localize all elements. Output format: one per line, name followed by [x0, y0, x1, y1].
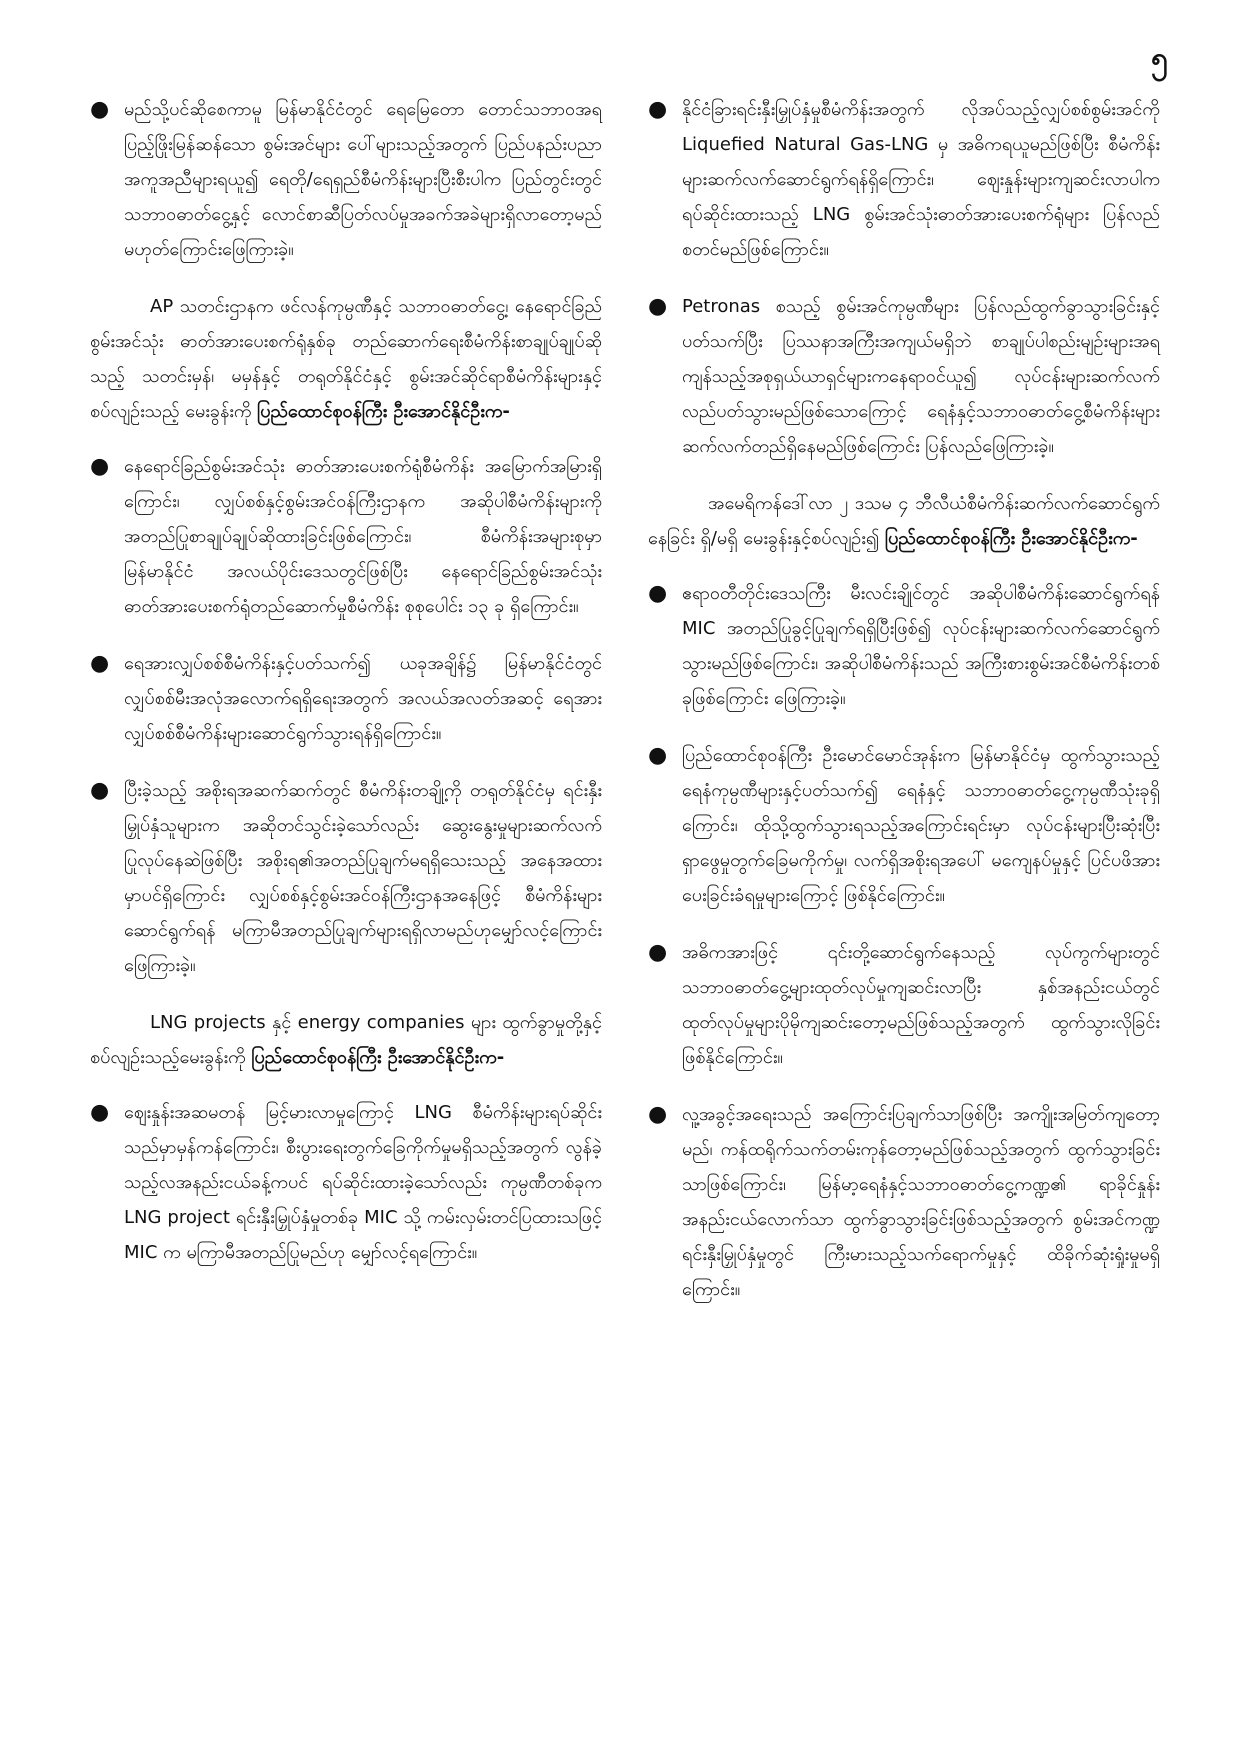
bullet-dot-icon: ● [648, 1102, 668, 1127]
bullet-item [90, 773, 602, 983]
speaker-name: ပြည်ထောင်စုဝန်ကြီး ဦးအောင်နိုင်ဦးက- [251, 1047, 505, 1068]
bullet-item [648, 289, 1160, 464]
bullet-text: ဧရာဝတီတိုင်းဒေသကြီး မီးလင်းချိုင်တွင် အဆိုပါစီမံကိန်းဆောင်ရွက်ရန် MIC အတည်ပြုခွင့်ပြုချက်ရရှိပြီးဖြစ်၍ လုပ်ငန်းများဆက်လက်ဆောင်ရွက်သွားမည်ဖြစ်ကြောင်း၊ အဆိုပါစီမံကိန်းသည် အကြီးစားစွမ်းအင်စီမံကိန်းတစ်ခုဖြစ်ကြောင်း ဖြေကြားခဲ့။ [682, 583, 1160, 709]
bullet-dot-icon: ● [90, 97, 110, 122]
bullet-dot-icon: ● [90, 454, 110, 479]
bullet-dot-icon: ● [648, 743, 668, 768]
bullet-text: နိုင်ငံခြားရင်းနှီးမြှုပ်နှံမှုစီမံကိန်းအတွက် လိုအပ်သည့်လျှပ်စစ်စွမ်းအင်ကို Liquefied Natural Gas-LNG မှ အဓိကရယူမည်ဖြစ်ပြီး စီမံကိန်းများဆက်လက်ဆောင်ရွက်ရန်ရှိကြောင်း၊ ဈေးနှုန်းများကျဆင်းလာပါက ရပ်ဆိုင်းထားသည့် LNG စွမ်းအင်သုံးဓာတ်အားပေးစက်ရုံများ ပြန်လည်စတင်မည်ဖြစ်ကြောင်း။ [682, 99, 1160, 260]
bullet-text: Petronas စသည့် စွမ်းအင်ကုမ္ပဏီများ ပြန်လည်ထွက်ခွာသွားခြင်းနှင့်ပတ်သက်ပြီး ပြဿနာအကြီးအကျယ်မရှိဘဲ စာချုပ်ပါစည်းမျဉ်းများအရ ကျန်သည့်အစုရှယ်ယာရှင်များကနေရာဝင်ယူ၍ လုပ်ငန်းများဆက်လက်လည်ပတ်သွားမည်ဖြစ်သောကြောင့် ရေနံနှင့်သဘာဝဓာတ်ငွေ့စီမံကိန်းများဆက်လက်တည်ရှိနေမည်ဖြစ်ကြောင်း ပြန်လည်ဖြေကြားခဲ့။ [682, 296, 1160, 457]
speaker-name: ပြည်ထောင်စုဝန်ကြီး ဦးအောင်နိုင်ဦးက- [257, 401, 510, 422]
bullet-text: ဈေးနှုန်းအဆမတန် မြင့်မားလာမှုကြောင့် LNG စီမံကိန်းများရပ်ဆိုင်းသည်မှာမှန်ကန်ကြောင်း၊ စီးပွားရေးတွက်ခြေကိုက်မှုမရှိသည့်အတွက် လွန်ခဲ့သည့်လအနည်းငယ်ခန့်ကပင် ရပ်ဆိုင်းထားခဲ့သော်လည်း ကုမ္ပဏီတစ်ခုက LNG project ရင်းနှီးမြှုပ်နှံမှုတစ်ခု MIC သို့ ကမ်းလှမ်းတင်ပြထားသဖြင့် MIC က မကြာမီအတည်ပြုမည်ဟု မျှော်လင့်ရကြောင်း။ [124, 1102, 602, 1263]
paragraph-text: AP သတင်းဌာနက ဖင်လန်ကုမ္ပဏီနှင့် သဘာဝဓာတ်ငွေ့၊ နေရောင်ခြည်စွမ်းအင်သုံး ဓာတ်အားပေးစက်ရုံနှစ်ခု တည်ဆောက်ရေးစီမံကိန်းစာချုပ်ချုပ်ဆိုသည့် သတင်းမှန်၊ မမှန်နှင့် တရုတ်နိုင်ငံနှင့် စွမ်းအင်ဆိုင်ရာစီမံကိန်းများနှင့်စပ်လျဉ်းသည့် မေးခွန်းကို [90, 296, 602, 422]
bullet-item [648, 738, 1160, 913]
paragraph-text: အမေရိကန်ဒေါ်လာ ၂ ဒသမ ၄ ဘီလီယံစီမံကိန်းဆက်လက်ဆောင်ရွက်နေခြင်း ရှိ/မရှိ မေးခွန်းနှင့်စပ်လျဉ်း၍ [648, 493, 1160, 549]
bullet-item [90, 1095, 602, 1270]
bullet-dot-icon: ● [90, 778, 110, 803]
paragraph-text: LNG projects နှင့် energy companies များ ထွက်ခွာမှုတို့နှင့်စပ်လျဉ်းသည့်မေးခွန်းကို [90, 1012, 602, 1068]
bullet-dot-icon: ● [648, 294, 668, 319]
paragraph [90, 1005, 602, 1075]
article-columns [90, 92, 1160, 1722]
bullet-text: လူ့အခွင့်အရေးသည် အကြောင်းပြချက်သာဖြစ်ပြီး အကျိုးအမြတ်ကျတော့မည်၊ ကန်ထရိုက်သက်တမ်းကုန်တော့မည်ဖြစ်သည့်အတွက် ထွက်သွားခြင်းသာဖြစ်ကြောင်း၊ မြန်မာ့ရေနံနှင့်သဘာဝဓာတ်ငွေ့ကဏ္ဍ၏ ရာခိုင်နှုန်းအနည်းငယ်လောက်သာ ထွက်ခွာသွားခြင်းဖြစ်သည့်အတွက် စွမ်းအင်ကဏ္ဍရင်းနှီးမြှုပ်နှံမှုတွင် ကြီးမားသည့်သက်ရောက်မှုနှင့် ထိခိုက်ဆုံးရှုံးမှုမရှိကြောင်း။ [682, 1104, 1160, 1300]
left-column [90, 92, 602, 1722]
bullet-text: ပြည်ထောင်စုဝန်ကြီး ဦးမောင်မောင်အုန်းက မြန်မာနိုင်ငံမှ ထွက်သွားသည့် ရေနံကုမ္ပဏီများနှင့်ပတ်သက်၍ ရေနံနှင့် သဘာဝဓာတ်ငွေ့ကုမ္ပဏီသုံးခုရှိကြောင်း၊ ထိုသို့ထွက်သွားရသည့်အကြောင်းရင်းမှာ လုပ်ငန်းများပြီးဆုံးပြီး ရှာဖွေမှုတွက်ခြေမကိုက်မှု၊ လက်ရှိအစိုးရအပေါ် မကျေနပ်မှုနှင့် ပြင်ပဖိအားပေးခြင်းခံရမှုများကြောင့် ဖြစ်နိုင်ကြောင်း။ [682, 745, 1160, 906]
right-column [648, 92, 1160, 1722]
bullet-item [648, 92, 1160, 267]
bullet-item [90, 646, 602, 751]
paragraph [648, 486, 1160, 556]
paragraph [90, 289, 602, 429]
bullet-dot-icon: ● [648, 940, 668, 965]
bullet-dot-icon: ● [90, 1100, 110, 1125]
bullet-text: ပြီးခဲ့သည့် အစိုးရအဆက်ဆက်တွင် စီမံကိန်းတချို့ကို တရုတ်နိုင်ငံမှ ရင်းနှီးမြှုပ်နှံသူများက အဆိုတင်သွင်းခဲ့သော်လည်း ဆွေးနွေးမှုများဆက်လက်ပြုလုပ်နေဆဲဖြစ်ပြီး အစိုးရ၏အတည်ပြုချက်မရရှိသေးသည့် အနေအထားမှာပင်ရှိကြောင်း လျှပ်စစ်နှင့်စွမ်းအင်ဝန်ကြီးဌာနအနေဖြင့် စီမံကိန်းများဆောင်ရွက်ရန် မကြာမီအတည်ပြုချက်များရရှိလာမည်ဟုမျှော်လင့်ကြောင်း ဖြေကြားခဲ့။ [124, 780, 602, 976]
bullet-text: မည်သို့ပင်ဆိုစေကာမူ မြန်မာနိုင်ငံတွင် ရေမြေတော တောင်သဘာဝအရ ပြည့်ဖြိုးမြန်ဆန်သော စွမ်းအင်များ ပေါ်များသည့်အတွက် ပြည်ပနည်းပညာအကူအညီများရယူ၍ ရေတို/ရေရှည်စီမံကိန်းများပြီးစီးပါက ပြည်တွင်းတွင် သဘာဝဓာတ်ငွေ့နှင့် လောင်စာဆီပြတ်လပ်မှုအခက်အခဲများရှိလာတော့မည်မဟုတ်ကြောင်းဖြေကြားခဲ့။ [124, 99, 602, 260]
bullet-item [90, 92, 602, 267]
bullet-dot-icon: ● [648, 581, 668, 606]
bullet-text: ရေအားလျှပ်စစ်စီမံကိန်းနှင့်ပတ်သက်၍ ယခုအချိန်၌ မြန်မာနိုင်ငံတွင် လျှပ်စစ်မီးအလုံအလောက်ရရှိရေးအတွက် အလယ်အလတ်အဆင့် ရေအားလျှပ်စစ်စီမံကိန်းများဆောင်ရွက်သွားရန်ရှိကြောင်း။ [124, 653, 602, 744]
bullet-item [648, 576, 1160, 716]
bullet-dot-icon: ● [90, 651, 110, 676]
bullet-text: နေရောင်ခြည်စွမ်းအင်သုံး ဓာတ်အားပေးစက်ရုံစီမံကိန်း အမြောက်အမြားရှိကြောင်း၊ လျှပ်စစ်နှင့်စွမ်းအင်ဝန်ကြီးဌာနက အဆိုပါစီမံကိန်းများကို အတည်ပြုစာချုပ်ချုပ်ဆိုထားခြင်းဖြစ်ကြောင်း၊ စီမံကိန်းအများစုမှာ မြန်မာနိုင်ငံ အလယ်ပိုင်းဒေသတွင်ဖြစ်ပြီး နေရောင်ခြည်စွမ်းအင်သုံး ဓာတ်အားပေးစက်ရုံတည်ဆောက်မှုစီမံကိန်း စုစုပေါင်း ၁၃ ခု ရှိကြောင်း။ [124, 456, 602, 617]
bullet-item [648, 935, 1160, 1075]
bullet-text: အဓိကအားဖြင့် ၎င်းတို့ဆောင်ရွက်နေသည့် လုပ်ကွက်များတွင် သဘာဝဓာတ်ငွေ့များထုတ်လုပ်မှုကျဆင်းလာပြီး နှစ်အနည်းငယ်တွင် ထုတ်လုပ်မှုများပိုမိုကျဆင်းတော့မည်ဖြစ်သည့်အတွက် ထွက်သွားလိုခြင်းဖြစ်နိုင်ကြောင်း။ [682, 942, 1160, 1068]
bullet-item [90, 449, 602, 624]
page-number: ၅ [1151, 41, 1168, 76]
bullet-dot-icon: ● [648, 97, 668, 122]
speaker-name: ပြည်ထောင်စုဝန်ကြီး ဦးအောင်နိုင်ဦးက- [885, 528, 1138, 549]
bullet-item [648, 1097, 1160, 1307]
